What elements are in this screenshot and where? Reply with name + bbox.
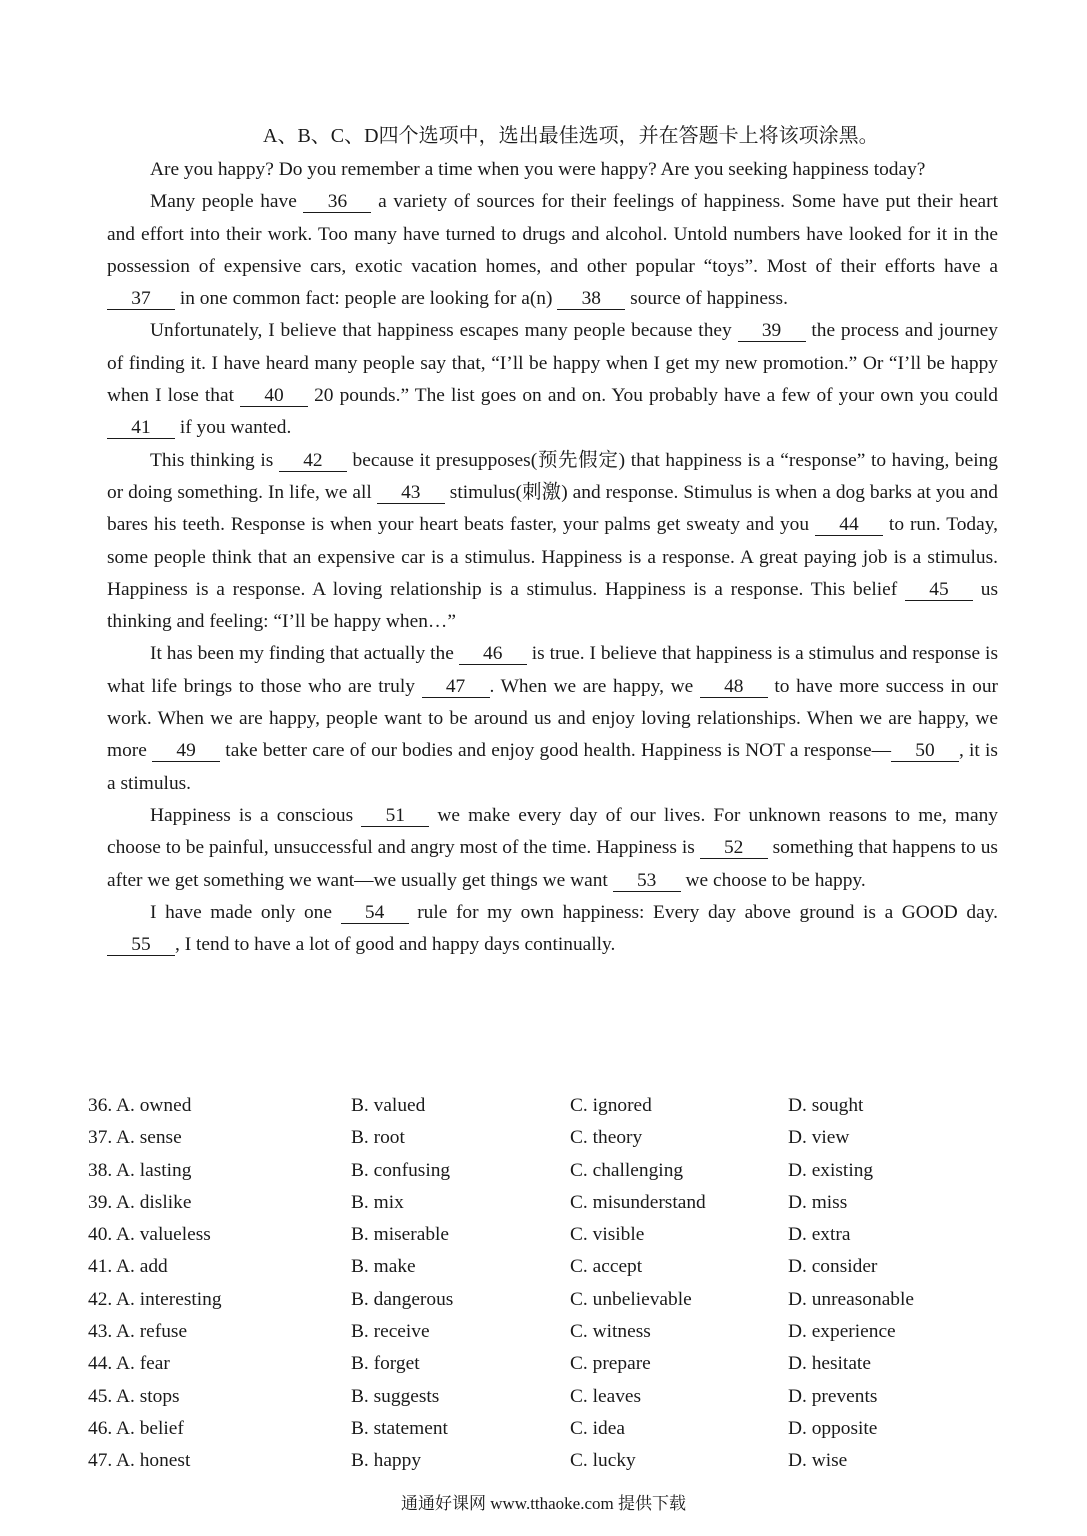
paragraph-text: to run. Today, some people think that an expensive car is a stimulus. Happiness is a response. A great paying job is a stimulus. Happiness is a response. A loving relationship is a stimulus. Happiness is a response. This belief (107, 514, 998, 600)
option-choice: B. make (351, 1256, 416, 1278)
option-choice: C. prepare (570, 1353, 651, 1375)
option-choice: C. visible (570, 1224, 645, 1246)
option-choice: C. unbelievable (570, 1288, 692, 1310)
option-row (88, 1316, 1018, 1348)
answer-blank: 54 (341, 903, 409, 924)
paragraph-text: something that happens to us after we get something we want—we usually get things we want (107, 837, 998, 891)
option-choice: 47. A. honest (88, 1450, 191, 1472)
paragraph-text: us thinking and feeling: “I’ll be happy when…” (107, 578, 998, 633)
option-choice: 36. A. owned (88, 1095, 192, 1116)
paragraph-text: It has been my finding that actually the (150, 643, 459, 665)
answer-blank: 55 (107, 935, 175, 956)
passage-paragraph (107, 186, 998, 315)
paragraph-text: rule for my own happiness: Every day above ground is a GOOD day. (408, 901, 998, 923)
paragraph-text: stimulus(刺激) and response. Stimulus is when a dog barks at you and bares his teeth. Response is when your heart beats faster, your palms get sweaty and you (107, 481, 998, 536)
option-choice: C. accept (570, 1256, 643, 1278)
option-choice: C. idea (570, 1417, 625, 1439)
answer-blank: 42 (279, 451, 347, 472)
option-row (88, 1381, 1018, 1413)
answer-blank: 37 (107, 289, 175, 310)
paragraph-text: source of happiness. (625, 288, 788, 310)
option-choice: D. wise (788, 1450, 848, 1472)
page-footer: 通通好课网 www.tthaoke.com 提供下载 (400, 1494, 687, 1513)
option-choice: D. opposite (788, 1417, 878, 1439)
passage-paragraph (107, 638, 998, 799)
option-choice: D. prevents (788, 1385, 878, 1407)
passage-paragraph (107, 154, 998, 186)
option-choice: 39. A. dislike (88, 1191, 192, 1213)
passage-paragraph (107, 800, 998, 897)
answer-blank: 52 (700, 838, 768, 859)
paragraph-text: the process and journey of finding it. I have heard many people say that, “I’ll be happy when I get my new promotion.” Or “I’ll be happy when I lose that (107, 320, 998, 407)
option-choice: D. existing (788, 1159, 874, 1181)
option-row (88, 1219, 1018, 1251)
option-choice: 44. A. fear (88, 1353, 170, 1375)
answer-blank: 49 (152, 741, 220, 762)
option-choice: B. suggests (351, 1385, 440, 1407)
paragraph-text: Unfortunately, I believe that happiness escapes many people because they (150, 320, 738, 342)
answer-blank: 50 (891, 741, 959, 762)
option-choice: D. view (788, 1127, 850, 1149)
option-choice: C. ignored (570, 1095, 652, 1116)
option-choice: D. extra (788, 1224, 851, 1246)
paragraph-text: we make every day of our lives. For unknown reasons to me, many choose to be painful, unsuccessful and angry most of the time. Happiness is (107, 804, 998, 859)
option-choice: 45. A. stops (88, 1385, 180, 1407)
option-row (88, 1348, 1018, 1380)
instruction-text: A、B、C、D四个选项中，选出最佳选项，并在答题卡上将该项涂黑。 (263, 125, 879, 147)
option-choice: B. receive (351, 1321, 430, 1343)
option-choice: D. miss (788, 1191, 848, 1213)
option-choice: B. mix (351, 1191, 404, 1213)
answer-blank: 47 (422, 677, 490, 698)
option-choice: C. misunderstand (570, 1191, 706, 1213)
answer-blank: 36 (303, 192, 371, 213)
answer-blank: 53 (613, 871, 681, 892)
option-choice: B. confusing (351, 1159, 451, 1181)
paragraph-text: in one common fact: people are looking for a(n) (175, 288, 558, 310)
answer-blank: 38 (557, 289, 625, 310)
option-choice: B. root (351, 1127, 405, 1149)
answer-blank: 40 (240, 386, 308, 407)
option-choice: C. leaves (570, 1385, 642, 1407)
option-choice: C. theory (570, 1127, 643, 1149)
option-choice: D. hesitate (788, 1353, 871, 1375)
answer-blank: 39 (738, 321, 806, 342)
answer-blank: 48 (700, 677, 768, 698)
option-choice: 43. A. refuse (88, 1321, 188, 1343)
option-row (88, 1122, 1018, 1154)
option-choice: B. happy (351, 1450, 422, 1472)
option-choice: D. consider (788, 1256, 878, 1278)
option-choice: B. miserable (351, 1224, 450, 1246)
option-choice: C. witness (570, 1321, 651, 1343)
option-choice: 46. A. belief (88, 1417, 184, 1439)
option-choice: 38. A. lasting (88, 1159, 192, 1181)
paragraph-text: we choose to be happy. (680, 869, 866, 891)
answer-blank: 41 (107, 418, 175, 439)
paragraph-text: . When we are happy, we (489, 675, 700, 697)
paragraph-text: is true. I believe that happiness is a stimulus and response is what life brings to those who are truly (107, 643, 998, 697)
paragraph-text: , I tend to have a lot of good and happy days continually. (175, 934, 616, 956)
option-choice: 42. A. interesting (88, 1288, 222, 1310)
answer-blank: 46 (459, 644, 527, 665)
option-choice: D. unreasonable (788, 1288, 914, 1310)
option-row (88, 1284, 1018, 1316)
options-list (88, 1090, 1018, 1478)
answer-blank: 43 (377, 483, 445, 504)
option-choice: B. statement (351, 1417, 448, 1439)
paragraph-text: This thinking is (150, 449, 279, 471)
paragraph-text: Happiness is a conscious (150, 804, 362, 826)
option-choice: C. challenging (570, 1159, 684, 1181)
passage-paragraph (107, 315, 998, 444)
option-choice: 37. A. sense (88, 1127, 182, 1149)
passage-paragraph (107, 897, 998, 962)
passage (107, 154, 998, 961)
answer-blank: 51 (361, 806, 429, 827)
option-row (88, 1251, 1018, 1283)
paragraph-text: , it is a stimulus. (107, 740, 998, 794)
option-choice: B. dangerous (351, 1288, 454, 1310)
answer-blank: 45 (905, 580, 973, 601)
option-row (88, 1413, 1018, 1445)
option-choice: B. valued (351, 1095, 426, 1116)
paragraph-text: to have more success in our work. When we are happy, people want to be around us and enjoy loving relationships. When we are happy, we more (107, 675, 998, 762)
option-row (88, 1187, 1018, 1219)
option-choice: B. forget (351, 1353, 420, 1375)
paragraph-text: if you wanted. (175, 417, 292, 439)
option-row (88, 1090, 1018, 1122)
option-row (88, 1155, 1018, 1187)
option-choice: 41. A. add (88, 1256, 168, 1278)
passage-paragraph (107, 445, 998, 639)
paragraph-text: take better care of our bodies and enjoy good health. Happiness is NOT a response— (220, 740, 891, 762)
option-choice: 40. A. valueless (88, 1224, 211, 1246)
paragraph-text: I have made only one (150, 901, 341, 923)
option-choice: D. sought (788, 1095, 864, 1116)
paragraph-text: Many people have (150, 191, 304, 213)
paragraph-text: a variety of sources for their feelings of happiness. Some have put their heart and effort into their work. Too many have turned to drugs and alcohol. Untold numbers have looked for it in the possession of expensive cars, exotic vacation homes, and other popular “toys”. Most of their efforts have a (107, 191, 998, 277)
paragraph-text: 20 pounds.” The list goes on and on. You probably have a few of your own you could (308, 385, 998, 407)
option-choice: C. lucky (570, 1450, 636, 1472)
paragraph-text: Are you happy? Do you remember a time when you were happy? Are you seeking happiness today? (150, 159, 926, 180)
option-choice: D. experience (788, 1321, 896, 1343)
paragraph-text: because it presupposes(预先假定) that happiness is a “response” to having, being or doing something. In life, we all (107, 449, 998, 503)
answer-blank: 44 (815, 515, 883, 536)
option-row (88, 1445, 1018, 1477)
